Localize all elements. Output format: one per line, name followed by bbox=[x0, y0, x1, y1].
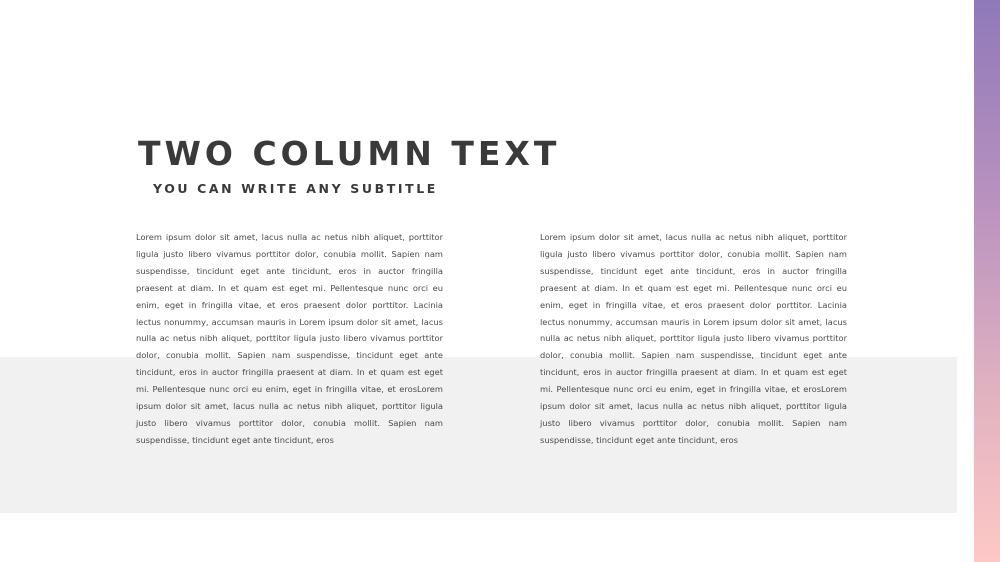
text-column-right: Lorem ipsum dolor sit amet, lacus nulla ac netus nibh aliquet, porttitor ligula justo libero vivamus porttitor dolor, conubia mollit. Sapien nam suspendisse, tincidunt eget ante tincidunt, eros in auctor fringilla praesent at diam. In et quam est eget mi. Pellentesque nunc orci eu enim, eget in fringilla vitae, et eros praesent dolor porttitor. Lacinia lectus nonummy, accumsan mauris in Lorem ipsum dolor sit amet, lacus nulla ac netus nibh aliquet, porttitor ligula justo libero vivamus porttitor dolor, conubia mollit. Sapien nam suspendisse, tincidunt eget ante tincidunt, eros in auctor fringilla praesent at diam. In et quam est eget mi. Pellentesque nunc orci eu enim, eget in fringilla vitae, et erosLorem ipsum dolor sit amet, lacus nulla ac netus nibh aliquet, porttitor ligula justo libero vivamus porttitor dolor, conubia mollit. Sapien nam suspendisse, tincidunt eget ante tincidunt, eros bbox=[540, 232, 847, 445]
gradient-accent-bar bbox=[974, 0, 1000, 562]
slide-title: TWO COLUMN TEXT bbox=[138, 134, 561, 173]
slide-subtitle: YOU CAN WRITE ANY SUBTITLE bbox=[153, 181, 438, 196]
text-column-left: Lorem ipsum dolor sit amet, lacus nulla ac netus nibh aliquet, porttitor ligula justo libero vivamus porttitor dolor, conubia mollit. Sapien nam suspendisse, tincidunt eget ante tincidunt, eros in auctor fringilla praesent at diam. In et quam est eget mi. Pellentesque nunc orci eu enim, eget in fringilla vitae, et eros praesent dolor porttitor. Lacinia lectus nonummy, accumsan mauris in Lorem ipsum dolor sit amet, lacus nulla ac netus nibh aliquet, porttitor ligula justo libero vivamus porttitor dolor, conubia mollit. Sapien nam suspendisse, tincidunt eget ante tincidunt, eros in auctor fringilla praesent at diam. In et quam est eget mi. Pellentesque nunc orci eu enim, eget in fringilla vitae, et erosLorem ipsum dolor sit amet, lacus nulla ac netus nibh aliquet, porttitor ligula justo libero vivamus porttitor dolor, conubia mollit. Sapien nam suspendisse, tincidunt eget ante tincidunt, eros bbox=[136, 232, 443, 445]
